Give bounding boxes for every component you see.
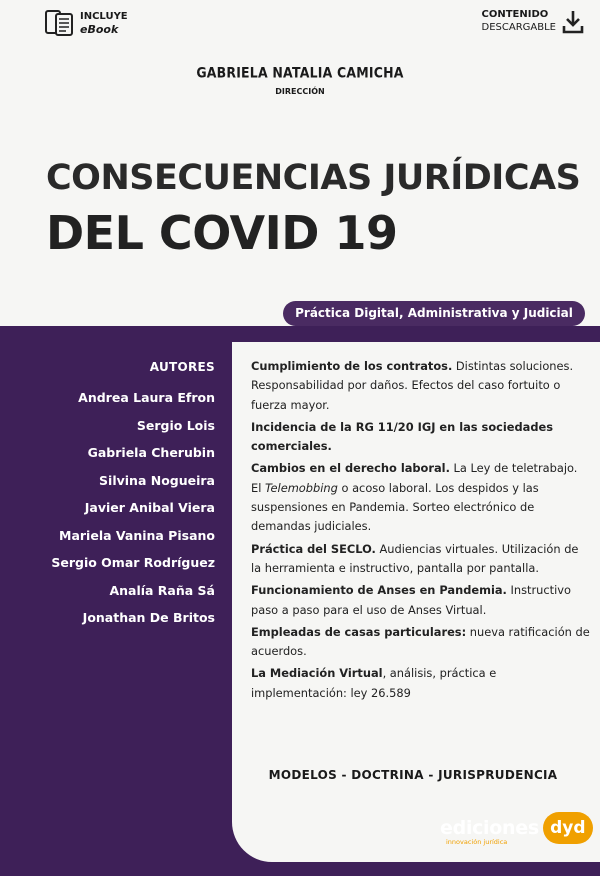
publisher-tagline: innovación jurídica <box>446 838 508 846</box>
author-name: Silvina Nogueira <box>99 472 215 488</box>
content-item-heading: Funcionamiento de Anses en Pandemia. <box>251 583 507 598</box>
book-title-line2: DEL COVID 19 <box>46 206 398 260</box>
content-item-text: Instructivo paso a paso para el uso de Anses Virtual. <box>251 583 571 617</box>
ebook-line1: INCLUYE <box>80 11 128 22</box>
content-item-text: , análisis, práctica e implementación: ley 26.589 <box>251 666 497 700</box>
author-name: Gabriela Cherubin <box>87 445 215 460</box>
content-item <box>251 459 591 536</box>
authors-heading: AUTORES <box>149 360 215 374</box>
download-line2: DESCARGABLE <box>481 22 556 33</box>
author-name: Javier Anibal Viera <box>84 500 215 515</box>
publisher-logo <box>440 812 593 844</box>
content-item-heading: Práctica del SECLO. <box>251 541 376 556</box>
author-name: Mariela Vanina Pisano <box>59 527 215 543</box>
content-item <box>251 581 591 620</box>
content-item-heading: Empleadas de casas particulares: <box>251 624 467 639</box>
download-line1: CONTENIDO <box>481 9 549 20</box>
author-name: Jonathan De Britos <box>82 610 215 625</box>
download-icon <box>562 10 584 34</box>
content-item-text: o acoso laboral. Los despidos y las suspensiones en Pandemia. Sorteo electrónico de demandas judiciales. <box>251 480 539 534</box>
ebook-label <box>80 10 128 36</box>
director-role: DIRECCIÓN <box>275 87 325 96</box>
download-badge <box>482 8 584 34</box>
content-item-heading: Cumplimiento de los contratos. <box>251 359 453 373</box>
contents-list <box>251 357 591 706</box>
content-item-italic: Telemobbing <box>264 480 338 495</box>
ebook-line2: eBook <box>80 23 119 36</box>
book-title-line1: CONSECUENCIAS JURÍDICAS <box>46 158 581 198</box>
content-item <box>251 664 591 703</box>
content-item-heading: La Mediación Virtual <box>251 666 383 681</box>
subtitle-pill: Práctica Digital, Administrativa y Judicial <box>283 301 585 326</box>
ebook-device-icon <box>44 8 74 38</box>
content-item-heading: Cambios en el derecho laboral. <box>251 461 450 476</box>
content-item <box>251 623 591 662</box>
content-item-heading: Incidencia de la RG 11/20 IGJ en las sociedades comerciales. <box>251 419 554 454</box>
ebook-badge <box>44 8 128 38</box>
genre-footer: MODELOS - DOCTRINA - JURISPRUDENCIA <box>268 768 558 782</box>
publisher-name: ediciones <box>440 817 539 839</box>
author-name: Andrea Laura Efron <box>78 390 215 405</box>
content-item <box>251 357 591 415</box>
download-label <box>482 8 556 34</box>
authors-list <box>51 360 215 632</box>
content-item-text: nueva ratificación de acuerdos. <box>251 624 590 659</box>
director-name: GABRIELA NATALIA CAMICHA <box>196 63 404 82</box>
director-block <box>0 62 600 96</box>
author-name: Sergio Lois <box>136 417 215 433</box>
content-item-text: Distintas soluciones. Responsabilidad por daños. Efectos del caso fortuito o fuerza mayor. <box>251 359 574 412</box>
content-item <box>251 540 591 579</box>
content-item-text: La Ley de teletrabajo. El <box>251 461 578 495</box>
content-item-text: Audiencias virtuales. Utilización de la herramienta e instructivo, pantalla por pantalla. <box>251 541 579 575</box>
author-name: Sergio Omar Rodríguez <box>51 555 215 570</box>
content-item <box>251 418 591 457</box>
author-name: Analía Raña Sá <box>109 582 215 598</box>
publisher-badge: dyd <box>543 812 593 844</box>
